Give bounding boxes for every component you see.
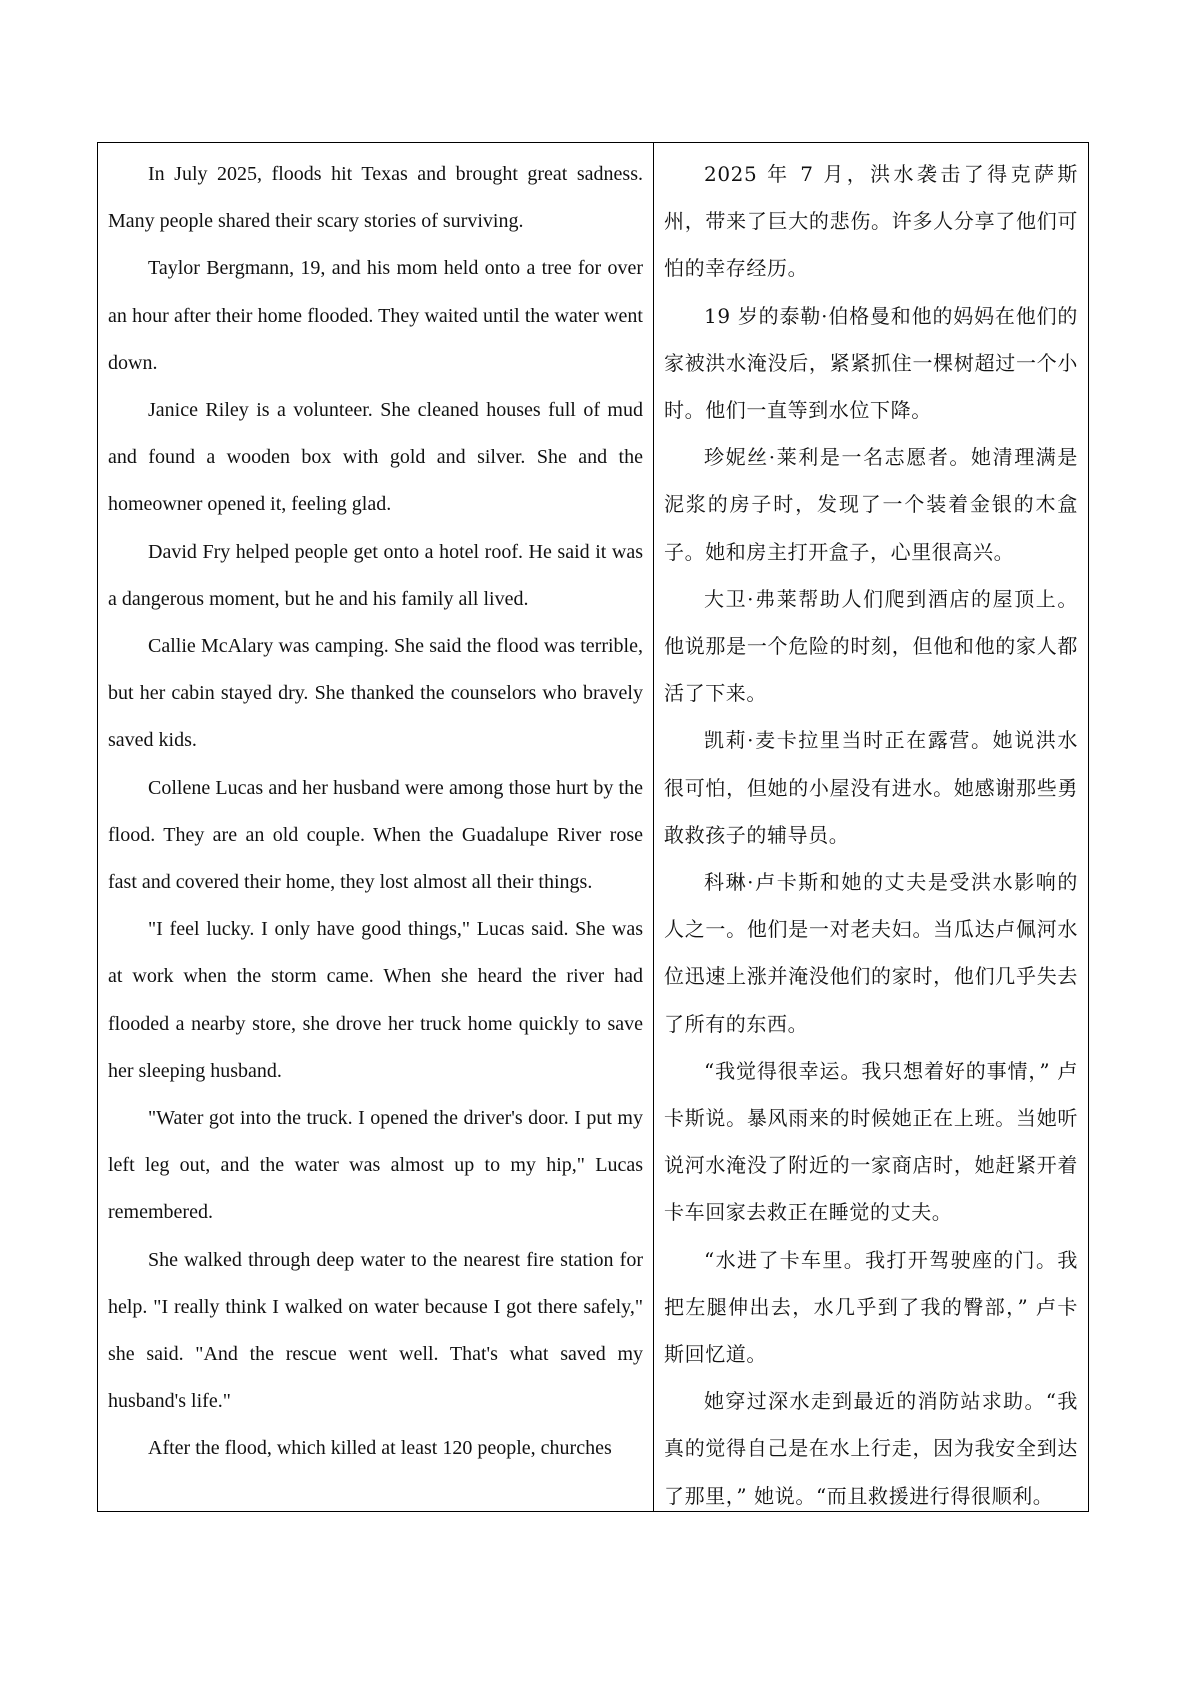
english-paragraph-2: Taylor Bergmann, 19, and his mom held onto a tree for over an hour after their home flooded. They waited until the water went down. — [108, 257, 643, 374]
english-paragraph-7: "I feel lucky. I only have good things," Lucas said. She was at work when the storm came. When she heard the river had flooded a nearby store, she drove her truck home quickly to save her sleeping husband. — [108, 918, 643, 1082]
english-paragraph-3: Janice Riley is a volunteer. She cleaned houses full of mud and found a wooden box with gold and silver. She and the homeowner opened it, feeling glad. — [108, 399, 643, 516]
chinese-paragraph-2: 19 岁的泰勒·伯格曼和他的妈妈在他们的家被洪水淹没后，紧紧抓住一棵树超过一个小时。他们一直等到水位下降。 — [664, 303, 1078, 423]
chinese-paragraph-4: 大卫·弗莱帮助人们爬到酒店的屋顶上。他说那是一个危险的时刻，但他和他的家人都活了下来。 — [664, 586, 1078, 706]
english-paragraph-8: "Water got into the truck. I opened the driver's door. I put my left leg out, and the water was almost up to my hip," Lucas remembered. — [108, 1107, 643, 1224]
chinese-paragraph-7: “我觉得很幸运。我只想着好的事情，” 卢卡斯说。暴风雨来的时候她正在上班。当她听说河水淹没了附近的一家商店时，她赶紧开着卡车回家去救正在睡觉的丈夫。 — [664, 1058, 1078, 1225]
english-paragraph-9: She walked through deep water to the nearest fire station for help. "I really think I walked on water because I got there safely," she said. "And the rescue went well. That's what saved my husband's life." — [108, 1248, 643, 1413]
chinese-paragraph-1: 2025 年 7 月，洪水袭击了得克萨斯州，带来了巨大的悲伤。许多人分享了他们可怕的幸存经历。 — [664, 162, 1078, 281]
chinese-column — [654, 143, 1088, 1511]
english-paragraph-6: Collene Lucas and her husband were among those hurt by the flood. They are an old couple. When the Guadalupe River rose fast and covered their home, they lost almost all their things. — [108, 776, 643, 894]
chinese-paragraph-5: 凯莉·麦卡拉里当时正在露营。她说洪水很可怕，但她的小屋没有进水。她感谢那些勇敢救孩子的辅导员。 — [664, 728, 1078, 847]
chinese-paragraph-6: 科琳·卢卡斯和她的丈夫是受洪水影响的人之一。他们是一对老夫妇。当瓜达卢佩河水位迅速上涨并淹没他们的家时，他们几乎失去了所有的东西。 — [664, 870, 1078, 1036]
english-paragraph-1: In July 2025, floods hit Texas and brought great sadness. Many people shared their scary stories of surviving. — [108, 163, 643, 233]
english-paragraph-10: After the flood, which killed at least 120 people, churches — [148, 1437, 612, 1460]
bilingual-table — [97, 142, 1089, 1512]
chinese-paragraph-3: 珍妮丝·莱利是一名志愿者。她清理满是泥浆的房子时，发现了一个装着金银的木盒子。她和房主打开盒子，心里很高兴。 — [664, 445, 1078, 564]
english-column — [98, 143, 654, 1511]
chinese-paragraph-9: 她穿过深水走到最近的消防站求助。“我真的觉得自己是在水上行走，因为我安全到达了那里，” 她说。“而且救援进行得很顺利。 — [664, 1389, 1078, 1508]
english-paragraph-5: Callie McAlary was camping. She said the flood was terrible, but her cabin stayed dry. She thanked the counselors who bravely saved kids. — [108, 635, 643, 752]
chinese-paragraph-8: “水进了卡车里。我打开驾驶座的门。我把左腿伸出去，水几乎到了我的臀部，” 卢卡斯回忆道。 — [664, 1247, 1078, 1367]
english-paragraph-4: David Fry helped people get onto a hotel roof. He said it was a dangerous moment, but he and his family all lived. — [108, 540, 643, 610]
